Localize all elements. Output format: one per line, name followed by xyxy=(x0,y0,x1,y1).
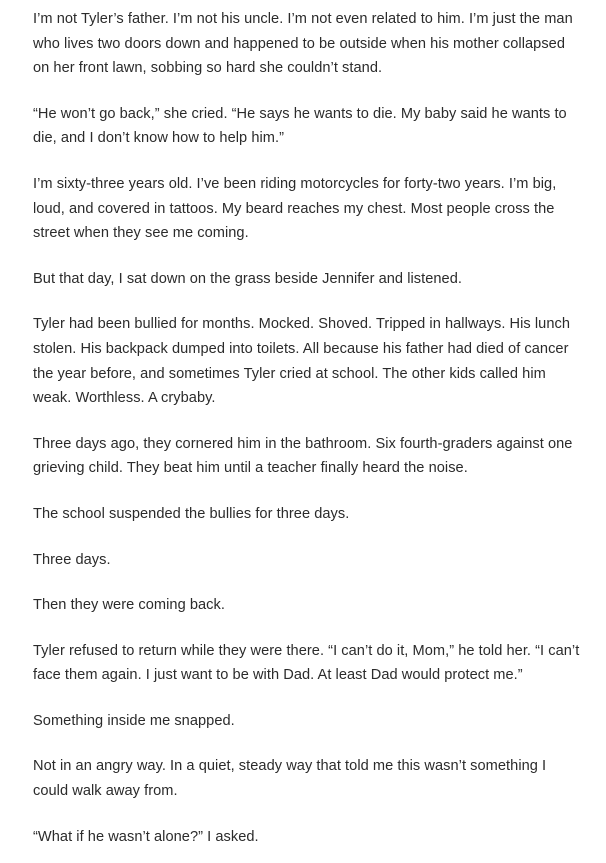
paragraph-13: “What if he wasn’t alone?” I asked. xyxy=(33,828,259,845)
paragraph-11: Something inside me snapped. xyxy=(33,712,235,729)
paragraph-2: “He won’t go back,” she cried. “He says he wants to die. My baby said he wants to die, and I don’t know how to help him.” xyxy=(33,105,567,147)
paragraph-1: I’m not Tyler’s father. I’m not his uncle. I’m not even related to him. I’m just the man who lives two doors down and happened to be outside when his mother collapsed on her front lawn, sobbing so hard she couldn’t stand. xyxy=(33,11,573,77)
paragraph-12: Not in an angry way. In a quiet, steady way that told me this wasn’t something I could walk away from. xyxy=(33,758,547,800)
paragraph-9: Then they were coming back. xyxy=(33,597,225,614)
paragraph-3: I’m sixty-three years old. I’ve been riding motorcycles for forty-two years. I’m big, loud, and covered in tattoos. My beard reaches my chest. Most people cross the street when they see me coming. xyxy=(33,175,557,242)
paragraph-10: Tyler refused to return while they were there. “I can’t do it, Mom,” he told her. “I can’t face them again. I just want to be with Dad. At least Dad would protect me.” xyxy=(33,642,580,684)
paragraph-7: The school suspended the bullies for three days. xyxy=(33,505,350,522)
paragraph-6: Three days ago, they cornered him in the bathroom. Six fourth-graders against one grieving child. They beat him until a teacher finally heard the noise. xyxy=(33,435,573,477)
paragraph-8: Three days. xyxy=(33,551,111,568)
paragraph-4: But that day, I sat down on the grass beside Jennifer and listened. xyxy=(33,270,462,287)
paragraph-5: Tyler had been bullied for months. Mocked. Shoved. Tripped in hallways. His lunch stolen. His backpack dumped into toilets. All because his father had died of cancer the year before, and sometimes Tyler cried at school. The other kids called him weak. Worthless. A crybaby. xyxy=(33,316,571,407)
